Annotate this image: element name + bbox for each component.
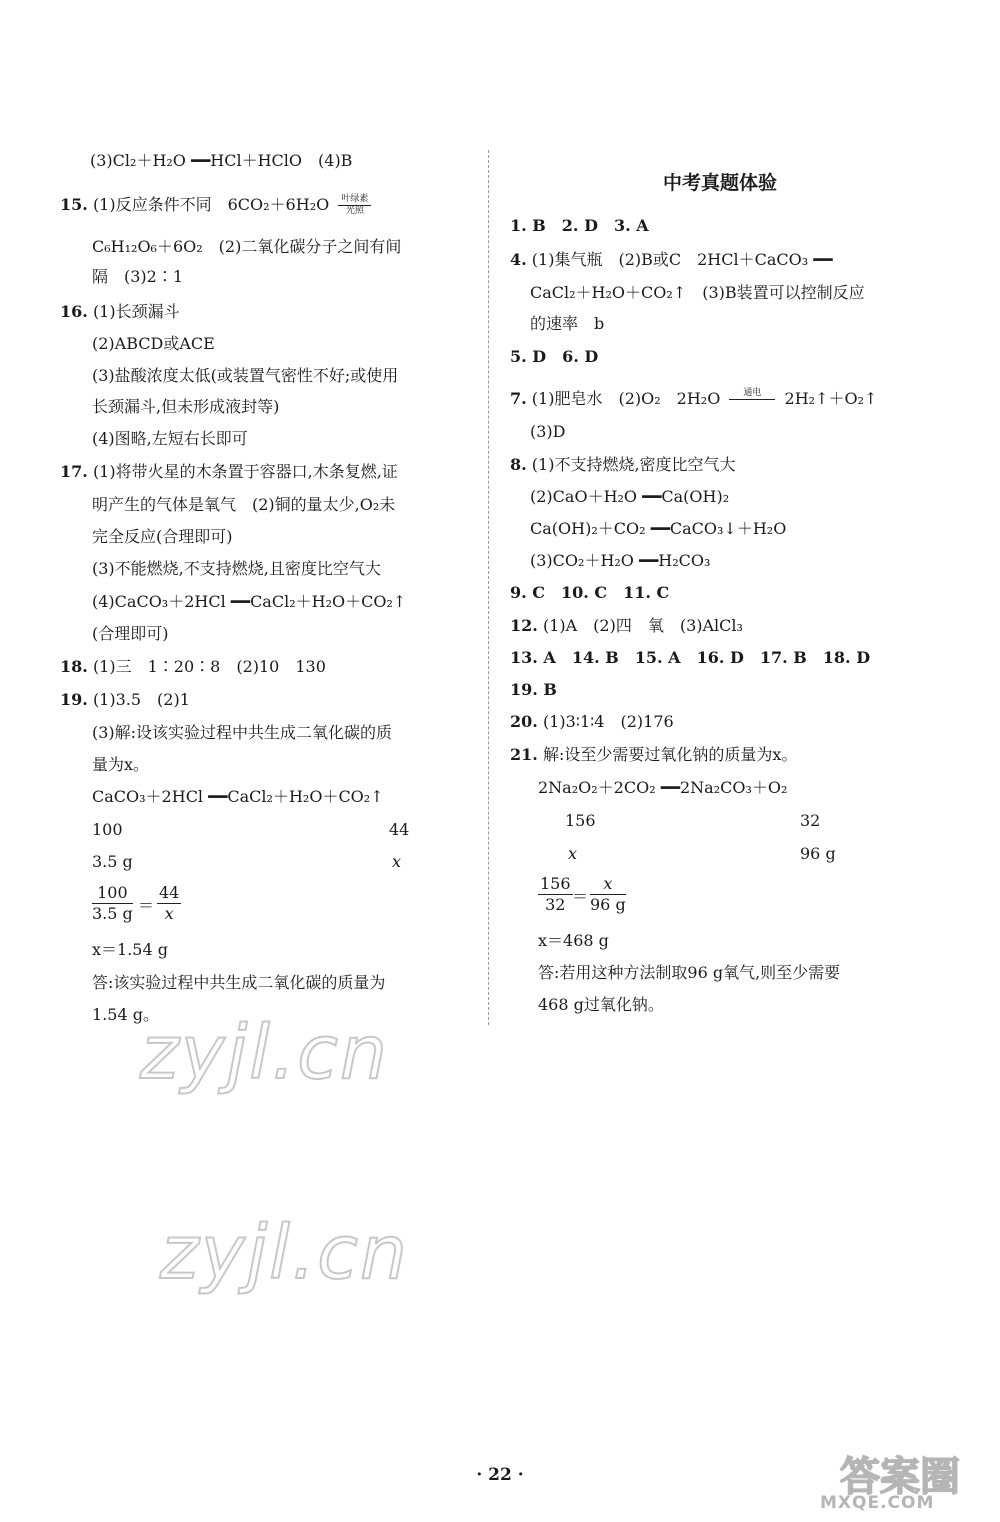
equals-sign: ＝ <box>138 896 155 915</box>
answer-16-line1: 16. (1)长颈漏斗 <box>60 302 180 321</box>
answer-12: 12. (1)A (2)四 氧 (3)AlCl₃ <box>510 616 743 635</box>
answer-19-conclusion-1: 答:该实验过程中共生成二氧化碳的质量为 <box>92 973 386 992</box>
answer-17-line6: (合理即可) <box>92 624 169 643</box>
corner-logo <box>820 1445 990 1515</box>
answer-19-right: 19. B <box>510 680 557 699</box>
question-number-18: 18. <box>60 657 88 676</box>
answer-8-line4: (3)CO₂＋H₂O ━━H₂CO₃ <box>530 551 711 570</box>
answer-4-line1: 4. (1)集气瓶 (2)B或C 2HCl＋CaCO₃ ━━ <box>510 250 833 269</box>
answer-8-line3: Ca(OH)₂＋CO₂ ━━CaCO₃↓＋H₂O <box>530 519 787 538</box>
answer-21-conclusion-2: 468 g过氧化钠。 <box>538 995 664 1014</box>
answer-20: 20. (1)3∶1∶4 (2)176 <box>510 712 674 731</box>
section-title: 中考真题体验 <box>662 172 777 194</box>
question-number-4: 4. <box>510 250 527 269</box>
answer-4-line3: 的速率 b <box>530 314 605 333</box>
answer-15-line3: 隔 (3)2∶1 <box>92 267 184 286</box>
answer-18: 18. (1)三 1∶20∶8 (2)10 130 <box>60 657 326 676</box>
answers-13-18: 13. A 14. B 15. A 16. D 17. B 18. D <box>510 648 871 667</box>
answer-8-line2: (2)CaO＋H₂O ━━Ca(OH)₂ <box>530 487 730 506</box>
answer-21-given-1: x <box>568 844 578 863</box>
question-number-17: 17. <box>60 462 88 481</box>
question-number-15: 15. <box>60 195 88 214</box>
answer-17-line1: 17. (1)将带火星的木条置于容器口,木条复燃,证 <box>60 462 398 481</box>
answer-14-part: (3)Cl₂＋H₂O ━━HCl＋HClO (4)B <box>90 151 353 170</box>
answer-19-line1: 19. (1)3.5 (2)1 <box>60 690 190 709</box>
watermark-zyjl-bottom: zyjl.cn <box>160 1210 409 1296</box>
answer-7-line1: 7. (1)肥皂水 (2)O₂ 2H₂O 通电 2H₂↑＋O₂↑ <box>510 388 877 411</box>
answer-16-line3: (3)盐酸浓度太低(或装置气密性不好;或使用 <box>92 366 399 385</box>
answer-17-line2: 明产生的气体是氧气 (2)铜的量太少,O₂未 <box>92 495 396 514</box>
answer-21-fraction-right: $\frac{x}{96 g}$ <box>590 874 626 914</box>
corner-logo-text: 答案圈 <box>840 1454 960 1500</box>
answers-5-6: 5. D 6. D <box>510 347 599 366</box>
answer-21-conclusion-1: 答:若用这种方法制取96 g氧气,则至少需要 <box>538 963 841 982</box>
answer-17-line5: (4)CaCO₃＋2HCl ━━CaCl₂＋H₂O＋CO₂↑ <box>92 592 407 611</box>
answer-16-line4: 长颈漏斗,但未形成液封等) <box>92 397 280 416</box>
watermark-zyjl-top: zyjl.cn <box>140 1010 389 1096</box>
answer-19-equation: CaCO₃＋2HCl ━━CaCl₂＋H₂O＋CO₂↑ <box>92 787 384 806</box>
answer-16-line5: (4)图略,左短右长即可 <box>92 429 248 448</box>
question-number-7: 7. <box>510 389 527 408</box>
answer-21-fraction-left: $\frac{156}{32}$ <box>540 874 571 914</box>
answer-19-mass-2: 44 <box>389 820 410 839</box>
answer-21-result: x＝468 g <box>538 931 609 950</box>
answer-21-given-2: 96 g <box>800 844 836 863</box>
question-number-12: 12. <box>510 616 538 635</box>
question-number-8: 8. <box>510 455 527 474</box>
page-number: · 22 · <box>476 1465 524 1485</box>
answer-19-conclusion-2: 1.54 g。 <box>92 1005 159 1024</box>
question-number-19: 19. <box>60 690 88 709</box>
answer-19-given-1: 3.5 g <box>92 852 133 871</box>
reaction-condition: 叶绿素 光照 <box>338 194 371 217</box>
answer-15-line1: 15. (1)反应条件不同 6CO₂＋6H₂O 叶绿素 光照 <box>60 194 375 217</box>
question-number-16: 16. <box>60 302 88 321</box>
column-divider <box>488 150 489 1025</box>
question-number-21: 21. <box>510 745 538 764</box>
equals-sign: ＝ <box>572 887 589 906</box>
answer-19-given-2: x <box>392 852 402 871</box>
answers-9-11: 9. C 10. C 11. C <box>510 583 670 602</box>
question-number-20: 20. <box>510 712 538 731</box>
answer-19-result: x＝1.54 g <box>92 940 168 959</box>
answer-21-mass-1: 156 <box>565 811 596 830</box>
corner-logo-url: MXQE.COM <box>820 1493 935 1513</box>
reaction-condition-electrolysis: 通电 <box>729 388 775 411</box>
answer-19-mass-1: 100 <box>92 820 123 839</box>
answer-16-line2: (2)ABCD或ACE <box>92 334 215 353</box>
answer-21-line1: 21. 解:设至少需要过氧化钠的质量为x。 <box>510 745 798 764</box>
answer-19-fraction-right: $\frac{44}{x}$ <box>159 883 180 923</box>
answer-17-line3: 完全反应(合理即可) <box>92 527 233 546</box>
answer-7-line2: (3)D <box>530 422 566 441</box>
answer-19-line2: (3)解:设该实验过程中共生成二氧化碳的质 <box>92 723 393 742</box>
answer-21-mass-2: 32 <box>800 811 821 830</box>
answer-19-line3: 量为x。 <box>92 755 150 774</box>
answer-8-line1: 8. (1)不支持燃烧,密度比空气大 <box>510 455 736 474</box>
answers-1-3: 1. B 2. D 3. A <box>510 216 649 235</box>
answer-17-line4: (3)不能燃烧,不支持燃烧,且密度比空气大 <box>92 559 381 578</box>
answer-4-line2: CaCl₂＋H₂O＋CO₂↑ (3)B装置可以控制反应 <box>530 283 865 302</box>
answer-15-line2: C₆H₁₂O₆＋6O₂ (2)二氧化碳分子之间有间 <box>92 237 402 256</box>
answer-21-equation: 2Na₂O₂＋2CO₂ ━━2Na₂CO₃＋O₂ <box>538 778 788 797</box>
answer-19-fraction-left: $\frac{100}{3.5 g}$ <box>92 883 133 923</box>
